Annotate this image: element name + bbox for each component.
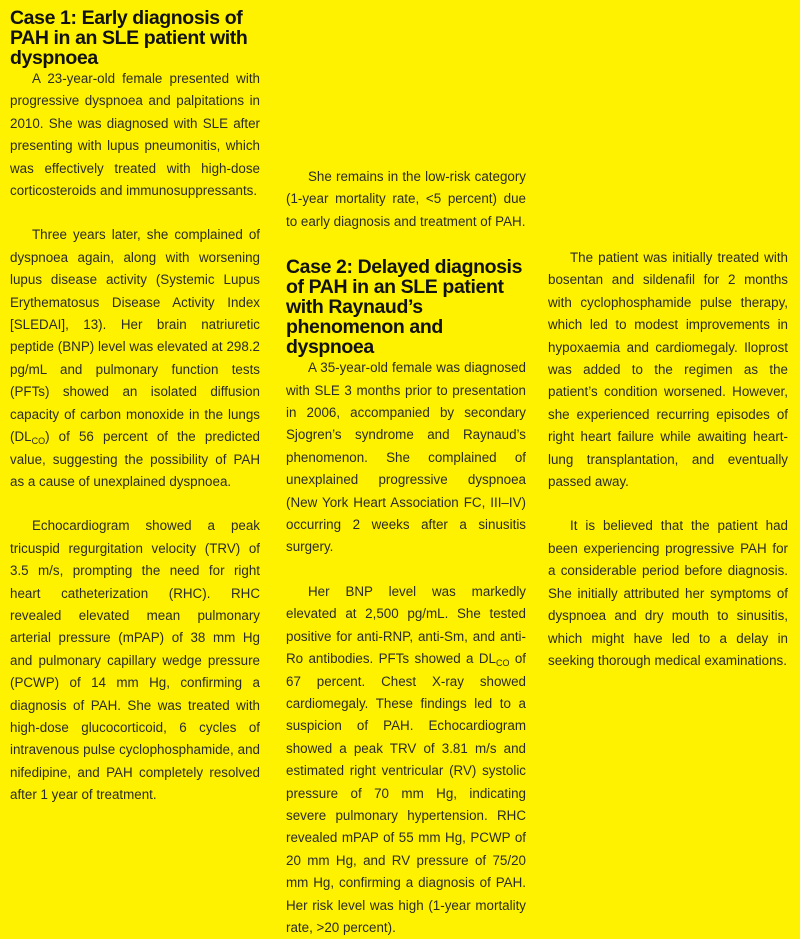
column-3 <box>548 0 788 672</box>
column-1 <box>10 0 260 807</box>
case2-title: Case 2: Delayed diagnosis of PAH in an SLE patient with Raynaud’s phenomenon and dyspnoea <box>286 256 523 359</box>
case2-paragraph-3: The patient was initially treated with bosentan and sildenafil for 2 months with cyclophosphamide pulse therapy, which led to modest improvements in hypoxaemia and cardiomegaly. Iloprost was added to the regimen as the patient’s condition worsened. However, she experienced recurring episodes of right heart failure while awaiting heart-lung transplantation, and eventually passed away. <box>548 250 788 490</box>
case1-paragraph-4: She remains in the low-risk category (1-year mortality rate, <5 percent) due to early diagnosis and treatment of PAH. <box>286 169 526 229</box>
case2-paragraph-2 <box>286 581 526 939</box>
case2-paragraph-4: It is believed that the patient had been experiencing progressive PAH for a considerable period before diagnosis. She initially attributed her symptoms of dyspnoea and dry mouth to sinusitis, which might have led to a delay in seeking thorough medical examinations. <box>548 518 788 668</box>
column-2 <box>286 0 526 939</box>
case1-title: Case 1: Early diagnosis of PAH in an SLE patient with dyspnoea <box>10 7 248 69</box>
case1-paragraph-2-text-a: Three years later, she complained of dyspnoea again, along with worsening lupus disease activity (Systemic Lupus Erythematosus Disease Activity Index [SLEDAI], 13). Her brain natriuretic peptide (BNP) level was elevated at 298.2 pg/mL and pulmonary function tests (PFTs) showed an isolated diffusion capacity of carbon monoxide in the lungs (DL <box>10 227 260 445</box>
case2-paragraph-2-text-a: Her BNP level was markedly elevated at 2,500 pg/mL. She tested positive for anti-RNP, anti-Sm, and anti-Ro antibodies. PFTs showed a DL <box>286 583 526 667</box>
case2-paragraph-1: A 35-year-old female was diagnosed with SLE 3 months prior to presentation in 2006, accompanied by secondary Sjogren’s syndrome and Raynaud’s phenomenon. She complained of unexplained progressive dyspnoea (New York Heart Association FC, III–IV) occurring 2 weeks after a sinusitis surgery. <box>286 360 526 555</box>
case1-paragraph-2-text-b: ) of 56 percent of the predicted value, suggesting the possibility of PAH as a cause of unexplained dyspnoea. <box>10 429 260 489</box>
dlco-subscript: CO <box>31 436 46 447</box>
case2-paragraph-2-text-b: of 67 percent. Chest X-ray showed cardiomegaly. These findings led to a suspicion of PAH. Echocardiogram showed a peak TRV of 3.81 m/s and estimated right ventricular (RV) systolic pressure of 70 mm Hg, indicating severe pulmonary hypertension. RHC revealed mPAP of 55 mm Hg, PCWP of 20 mm Hg, and RV pressure of 75/20 mm Hg, confirming a diagnosis of PAH. Her risk level was high (1-year mortality rate, >20 percent). <box>286 651 526 935</box>
case1-paragraph-3: Echocardiogram showed a peak tricuspid regurgitation velocity (TRV) of 3.5 m/s, prompting the need for right heart catheterization (RHC). RHC revealed elevated mean pulmonary arterial pressure (mPAP) of 38 mm Hg and pulmonary capillary wedge pressure (PCWP) of 14 mm Hg, confirming a diagnosis of PAH. She was treated with high-dose glucocorticoid, 6 cycles of intravenous pulse cyclophosphamide, and nifedipine, and PAH completely resolved after 1 year of treatment. <box>10 518 260 803</box>
dlco-subscript-2: CO <box>495 658 510 669</box>
case1-paragraph-2 <box>10 224 260 493</box>
case1-paragraph-1: A 23-year-old female presented with progressive dyspnoea and palpitations in 2010. She was diagnosed with SLE after presenting with lupus pneumonitis, which was effectively treated with high-dose corticosteroids and immunosuppressants. <box>10 71 260 199</box>
